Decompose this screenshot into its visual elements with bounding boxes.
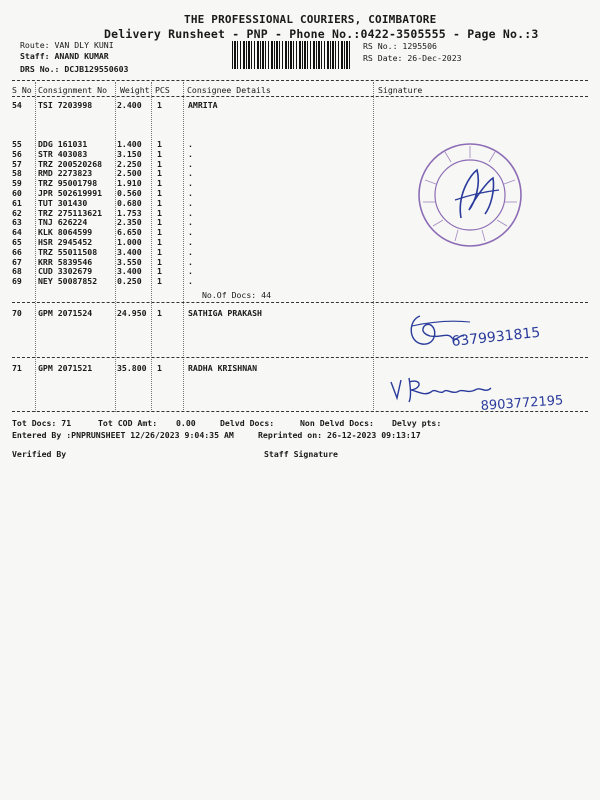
row-sno: 70 [12, 308, 22, 318]
row-consignment: KRR 5839546 [38, 256, 93, 267]
row-weight: 1.000 [117, 237, 142, 247]
row-sno: 64 [12, 227, 22, 238]
column-separator [35, 82, 36, 412]
row-weight: 35.800 [117, 363, 147, 373]
column-separator [151, 82, 152, 412]
company-title: THE PROFESSIONAL COURIERS, COIMBATORE [184, 13, 437, 26]
divider [12, 96, 588, 97]
handwritten-signature-71 [385, 372, 575, 417]
row-weight: 2.500 [117, 168, 142, 179]
total-docs: Tot Docs: 71 [12, 418, 72, 428]
row-weight: 3.150 [117, 148, 142, 159]
divider [12, 80, 588, 81]
rs-number: RS No.: 1295506 [363, 41, 437, 51]
row-consignment: CUD 3302679 [38, 266, 93, 277]
row-weight: 2.400 [117, 100, 142, 110]
row-pcs: 1 [157, 178, 162, 189]
column-separator [115, 82, 116, 412]
row-pcs: 1 [157, 100, 162, 110]
handwritten-signature-70 [400, 302, 575, 357]
row-weight: 1.753 [117, 207, 142, 218]
row-pcs: 1 [157, 148, 162, 159]
row-weight: 0.250 [117, 276, 142, 287]
row-consignment: KLK 8064599 [38, 227, 93, 238]
rs-date: RS Date: 26-Dec-2023 [363, 53, 462, 63]
row-weight: 2.250 [117, 158, 142, 169]
row-consignment: TSI 7203998 [38, 100, 93, 110]
total-cod-label: Tot COD Amt: [98, 418, 158, 428]
row-sno: 55 [12, 139, 22, 149]
row-consignment: GPM 2071524 [38, 308, 93, 318]
row-pcs: 1 [157, 158, 162, 169]
row-pcs: 1 [157, 188, 162, 198]
company-seal-stamp [415, 140, 525, 250]
row-consignee: . [188, 168, 193, 179]
staff-signature-label: Staff Signature [264, 449, 338, 459]
runsheet-subtitle: Delivery Runsheet - PNP - Phone No.:0422-3505555 - Page No.:3 [104, 27, 539, 41]
row-consignee: . [188, 237, 193, 247]
row-consignee: AMRITA [188, 100, 218, 110]
row-consignee: . [188, 217, 193, 228]
drs-label: DRS No.: DCJB129550603 [20, 64, 129, 74]
reprinted-on: Reprinted on: 26-12-2023 09:13:17 [258, 430, 421, 440]
col-pcs: PCS [155, 85, 170, 95]
row-pcs: 1 [157, 276, 162, 287]
row-sno: 56 [12, 148, 22, 159]
col-weight: Weight [120, 85, 150, 95]
row-consignee: SATHIGA PRAKASH [188, 308, 262, 318]
row-sno: 67 [12, 256, 22, 267]
row-pcs: 1 [157, 227, 162, 238]
row-consignee: . [188, 188, 193, 198]
row-consignee: RADHA KRISHNAN [188, 363, 258, 373]
row-sno: 60 [12, 188, 22, 198]
row-pcs: 1 [157, 308, 162, 318]
row-consignment: DDG 161031 [38, 139, 88, 149]
row-weight: 0.560 [117, 188, 142, 198]
col-consignment: Consignment No [38, 85, 108, 95]
entered-by: Entered By :PNPRUNSHEET 12/26/2023 9:04:35 AM [12, 430, 234, 440]
row-sno: 71 [12, 363, 22, 373]
row-sno: 66 [12, 246, 22, 257]
row-pcs: 1 [157, 237, 162, 247]
delivered-docs: Delvd Docs: [220, 418, 275, 428]
row-pcs: 1 [157, 207, 162, 218]
col-sno: S No [12, 85, 32, 95]
row-weight: 2.350 [117, 217, 142, 228]
handwritten-phone-1: 6379931815 [450, 324, 542, 350]
barcode [232, 41, 352, 69]
row-weight: 24.950 [117, 308, 147, 318]
row-consignee: . [188, 178, 193, 189]
row-pcs: 1 [157, 197, 162, 208]
row-consignment: HSR 2945452 [38, 237, 93, 247]
row-consignee: . [188, 256, 193, 267]
row-weight: 0.680 [117, 197, 142, 208]
total-cod-value: 0.00 [176, 418, 196, 428]
row-consignee: . [188, 148, 193, 159]
row-weight: 3.400 [117, 246, 142, 257]
row-consignment: TRZ 275113621 [38, 207, 103, 218]
row-consignment: GPM 2071521 [38, 363, 93, 373]
row-consignee: . [188, 227, 193, 238]
row-pcs: 1 [157, 168, 162, 179]
row-sno: 63 [12, 217, 22, 228]
row-weight: 1.910 [117, 178, 142, 189]
row-sno: 54 [12, 100, 22, 110]
row-sno: 65 [12, 237, 22, 247]
row-weight: 6.650 [117, 227, 142, 238]
staff-label: Staff: ANAND KUMAR [20, 51, 109, 61]
non-delivered-docs: Non Delvd Docs: [300, 418, 374, 428]
row-consignee: . [188, 197, 193, 208]
row-consignment: TNJ 626224 [38, 217, 88, 228]
divider [12, 357, 588, 358]
row-sno: 61 [12, 197, 22, 208]
row-consignment: STR 403083 [38, 148, 88, 159]
row-consignee: . [188, 207, 193, 218]
row-consignment: JPR 502619991 [38, 188, 103, 198]
row-consignee: . [188, 276, 193, 287]
row-consignment: TUT 301430 [38, 197, 88, 208]
row-pcs: 1 [157, 266, 162, 277]
row-pcs: 1 [157, 256, 162, 267]
row-consignment: NEY 50087852 [38, 276, 98, 287]
col-signature: Signature [378, 85, 423, 95]
row-pcs: 1 [157, 246, 162, 257]
row-pcs: 1 [157, 217, 162, 228]
row-consignment: TRZ 200520268 [38, 158, 103, 169]
row-sno: 58 [12, 168, 22, 179]
no-of-docs: No.Of Docs: 44 [202, 290, 272, 300]
verified-by: Verified By [12, 449, 67, 459]
row-consignee: . [188, 266, 193, 277]
row-consignee: . [188, 139, 193, 149]
route-label: Route: VAN DLY KUNI [20, 40, 114, 50]
delivery-points: Delvy pts: [392, 418, 442, 428]
row-weight: 3.550 [117, 256, 142, 267]
row-pcs: 1 [157, 363, 162, 373]
row-pcs: 1 [157, 139, 162, 149]
row-consignment: TRZ 55011508 [38, 246, 98, 257]
row-weight: 3.400 [117, 266, 142, 277]
row-consignee: . [188, 246, 193, 257]
row-sno: 62 [12, 207, 22, 218]
row-weight: 1.400 [117, 139, 142, 149]
row-consignment: TRZ 95001798 [38, 178, 98, 189]
row-sno: 68 [12, 266, 22, 277]
column-separator [183, 82, 184, 412]
col-details: Consignee Details [187, 85, 271, 95]
handwritten-phone-2: 8903772195 [480, 393, 564, 414]
row-sno: 57 [12, 158, 22, 169]
row-sno: 69 [12, 276, 22, 287]
row-consignee: . [188, 158, 193, 169]
row-sno: 59 [12, 178, 22, 189]
row-consignment: RMD 2273823 [38, 168, 93, 179]
column-separator [373, 82, 374, 412]
